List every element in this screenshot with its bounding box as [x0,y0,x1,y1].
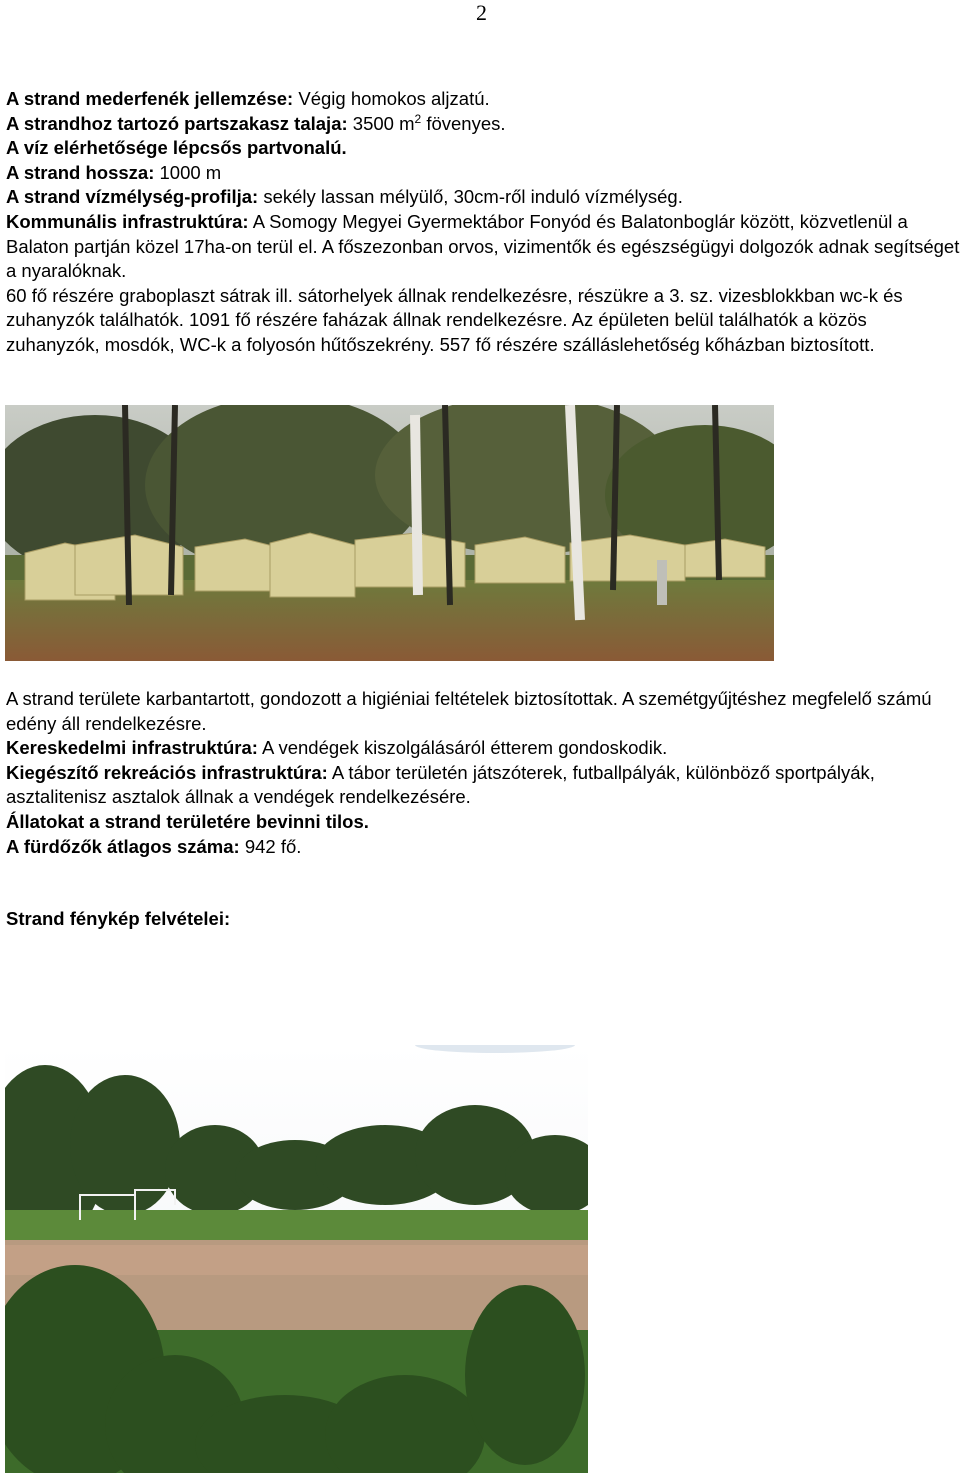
recreational-infrastructure-paragraph: Kiegészítő rekreációs infrastruktúra: A tábor területén játszóterek, futballpályák, különböző sportpályák, asztalitenisz asztalok állnak a vendégek rendelkezésére. [6,761,875,808]
riverbed-line: A strand mederfenék jellemzése: Végig homokos aljzatú. [6,88,490,109]
accommodation-paragraph: 60 fő részére graboplaszt sátrak ill. sátorhelyek állnak rendelkezésre, részükre a 3. sz. vizesblokkban wc-k és zuhanyzók találhatók. 1091 fő részére faházak állnak rendelkezésre. Az épületen belül találhatók a közös zuhanyzók, mosdók, WC-k a folyosón hűtőszekrény. 557 fő részére szálláslehetőség kőházban biztosított. [6,284,903,355]
beach-length-line: A strand hossza: 1000 m [6,161,222,183]
beach-info-block [6,87,960,358]
maintenance-paragraph: A strand területe karbantartott, gondozott a higiéniai feltételek biztosítottak. A szemétgyűjtéshez megfelelő számú edény áll rendelkezésre. [6,688,932,734]
water-access-line: A víz elérhetősége lépcsős partvonalú. [6,137,347,159]
depth-profile-line: A strand vízmélység-profilja: sekély lassan mélyülő, 30cm-ről induló vízmélység. [6,186,683,208]
page-number: 2 [476,0,487,25]
hygiene-and-services-block [6,687,960,859]
sports-field-photo [5,1045,588,1473]
shore-soil-line: A strandhoz tartozó partszakasz talaja: 3500 $m^2$ fövenyes. [6,111,506,134]
animals-prohibited-line: Állatokat a strand területére bevinni tilos. [6,810,369,832]
average-bathers-line: A fürdőzők átlagos száma: 942 fő. [6,835,302,857]
commercial-infrastructure-line: Kereskedelmi infrastruktúra: A vendégek kiszolgálásáról étterem gondoskodik. [6,737,668,759]
photos-heading: Strand fénykép felvételei: [6,908,231,929]
communal-infrastructure-paragraph: Kommunális infrastruktúra: A Somogy Megyei Gyermektábor Fonyód és Balatonboglár között, közvetlenül a Balaton partján közel 17ha-on terül el. A főszezonban orvos, vizimentők és egészségügyi dolgozók adnak segítséget a nyaralóknak. [6,210,960,282]
tent-camp-photo [5,405,774,661]
